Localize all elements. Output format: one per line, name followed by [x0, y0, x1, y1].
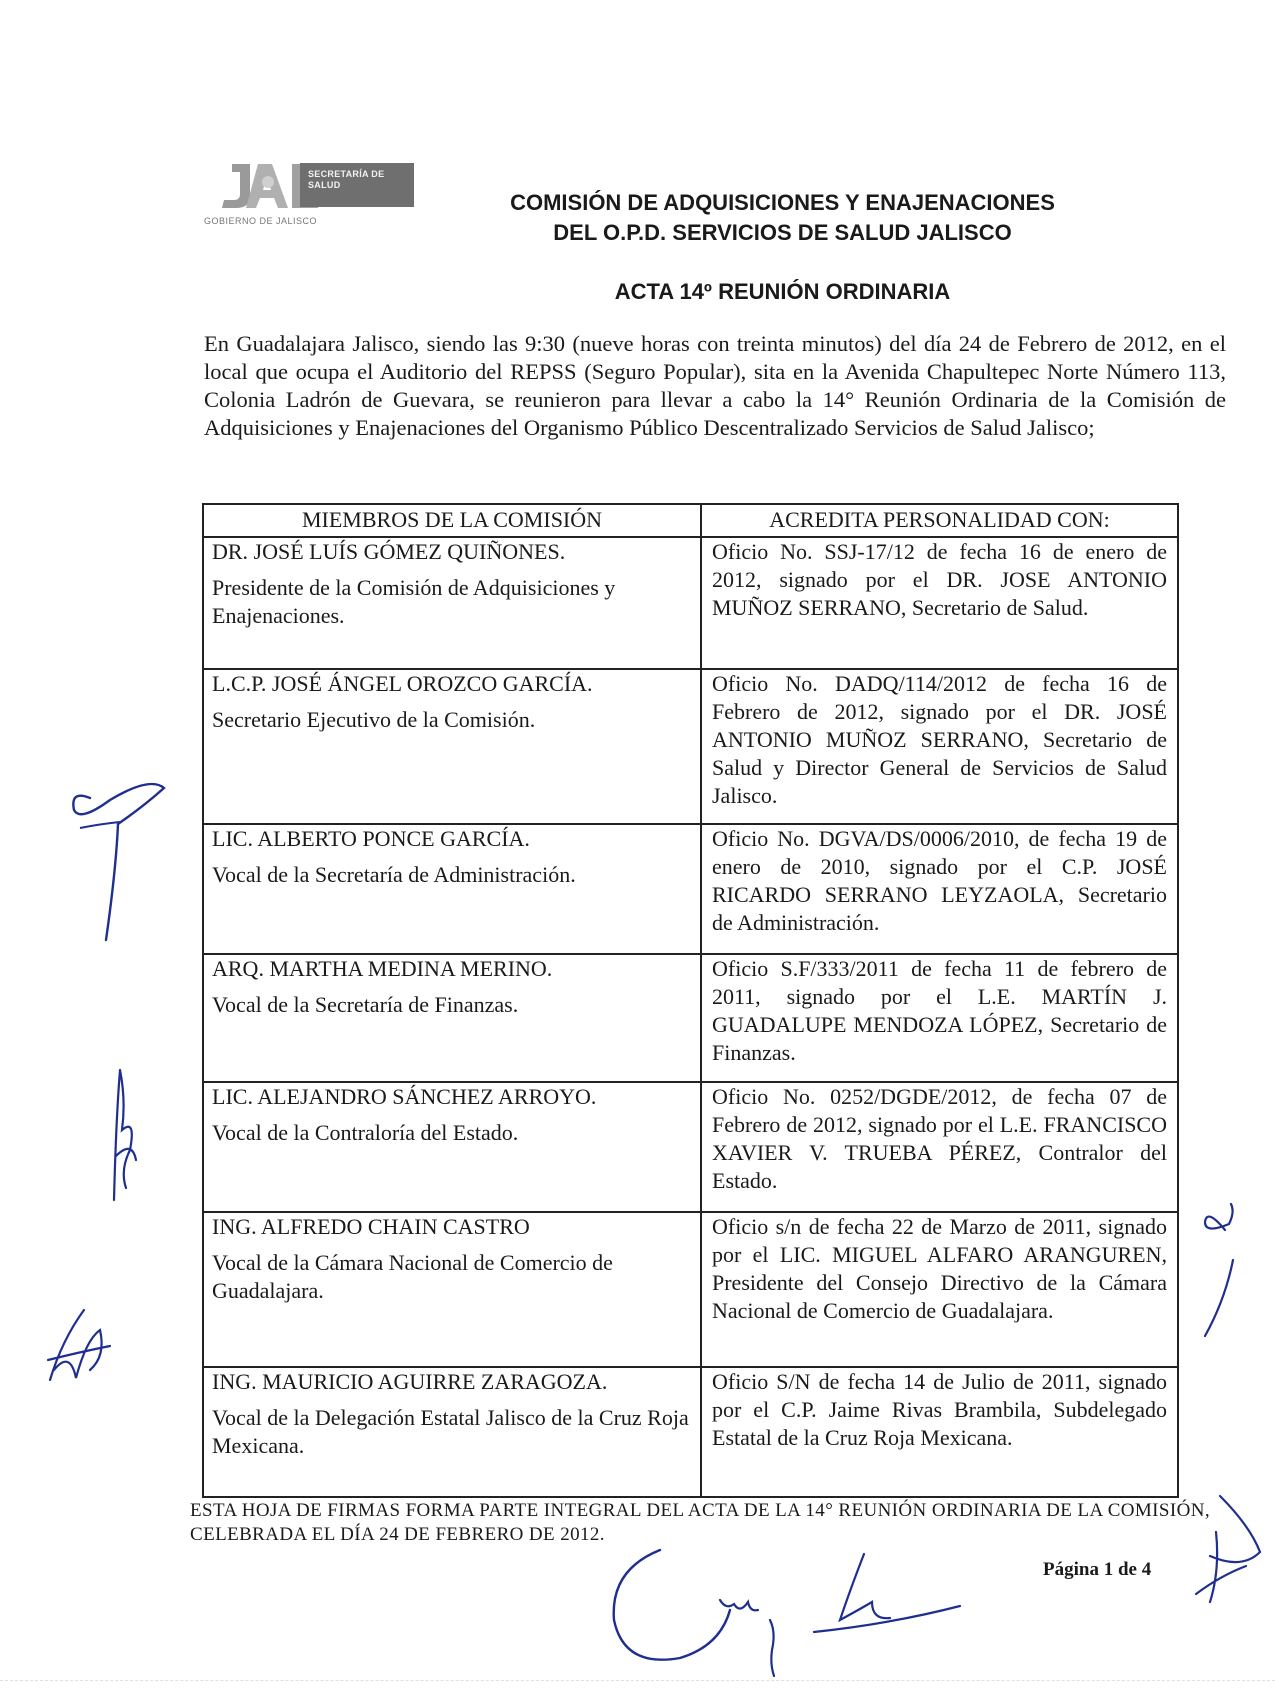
commission-title-line-2: DEL O.P.D. SERVICIOS DE SALUD JALISCO	[553, 220, 1012, 245]
signature-sheet-note: ESTA HOJA DE FIRMAS FORMA PARTE INTEGRAL DEL ACTA DE LA 14° REUNIÓN ORDINARIA DE LA COMISIÓN, CELEBRADA EL DÍA 24 DE FEBRERO DE 2012.	[190, 1500, 1210, 1545]
member-cell	[203, 824, 701, 954]
table-row	[203, 669, 1178, 824]
member-cell	[203, 537, 701, 669]
table-row	[203, 1212, 1178, 1367]
accreditation-cell: Oficio S/N de fecha 14 de Julio de 2011, signado por el C.P. Jaime Rivas Brambila, Subdelegado Estatal de la Cruz Roja Mexicana.	[701, 1367, 1178, 1497]
member-role: Vocal de la Secretaría de Finanzas.	[212, 992, 519, 1017]
member-name: LIC. ALBERTO PONCE GARCÍA.	[212, 826, 530, 851]
members-table	[202, 503, 1179, 1498]
accreditation-cell: Oficio No. SSJ-17/12 de fecha 16 de enero de 2012, signado por el DR. JOSE ANTONIO MUÑOZ SERRANO, Secretario de Salud.	[701, 537, 1178, 669]
page-number: Página 1 de 4	[1043, 1559, 1152, 1580]
member-role: Vocal de la Cámara Nacional de Comercio de Guadalajara.	[212, 1250, 613, 1303]
logo-subtitle: GOBIERNO DE JALISCO	[204, 216, 318, 226]
table-header-row	[203, 504, 1178, 537]
accreditation-cell: Oficio No. DADQ/114/2012 de fecha 16 de Febrero de 2012, signado por el DR. JOSÉ ANTONIO MUÑOZ SERRANO, Secretario de Salud y Director General de Servicios de Salud Jalisco.	[701, 669, 1178, 824]
table-row	[203, 537, 1178, 669]
signature-initial-2	[96, 1060, 156, 1210]
table-row	[203, 824, 1178, 954]
signature-initial-3	[40, 1300, 120, 1390]
member-name: L.C.P. JOSÉ ÁNGEL OROZCO GARCÍA.	[212, 671, 593, 696]
member-role: Secretario Ejecutivo de la Comisión.	[212, 707, 536, 732]
member-name: LIC. ALEJANDRO SÁNCHEZ ARROYO.	[212, 1084, 597, 1109]
logo-line-1: SECRETARÍA DE	[308, 169, 385, 179]
header-members: MIEMBROS DE LA COMISIÓN	[203, 504, 701, 537]
acta-title: ACTA 14º REUNIÓN ORDINARIA	[614, 279, 951, 304]
member-name: ARQ. MARTHA MEDINA MERINO.	[212, 956, 553, 981]
member-cell	[203, 669, 701, 824]
accreditation-cell: Oficio No. 0252/DGDE/2012, de fecha 07 de Febrero de 2012, signado por el L.E. FRANCISCO XAVIER V. TRUEBA PÉREZ, Contralor del Estado.	[701, 1082, 1178, 1212]
member-cell	[203, 1367, 701, 1497]
table-row	[203, 954, 1178, 1082]
member-name: DR. JOSÉ LUÍS GÓMEZ QUIÑONES.	[212, 539, 566, 564]
accreditation-cell: Oficio No. DGVA/DS/0006/2010, de fecha 19 de enero de 2010, signado por el C.P. JOSÉ RICARDO SERRANO LEYZAOLA, Secretario de Administración.	[701, 824, 1178, 954]
signature-initial-1	[60, 780, 170, 950]
member-role: Vocal de la Delegación Estatal Jalisco de la Cruz Roja Mexicana.	[212, 1405, 689, 1458]
signature-initial-5	[1180, 1490, 1270, 1610]
table-row	[203, 1082, 1178, 1212]
intro-paragraph: En Guadalajara Jalisco, siendo las 9:30 (nueve horas con treinta minutos) del día 24 de Febrero de 2012, en el local que ocupa el Auditorio del REPSS (Seguro Popular), sita en la Avenida Chapultepec Norte Número 113, Colonia Ladrón de Guevara, se reunieron para llevar a cabo la 14° Reunión Ordinaria de la Comisión de Adquisiciones y Enajenaciones del Organismo Público Descentralizado Servicios de Salud Jalisco;	[204, 331, 1226, 440]
logo-text	[308, 169, 384, 191]
logo-line-2: SALUD	[308, 180, 341, 190]
signature-initial-4	[1195, 1200, 1255, 1340]
member-cell	[203, 1082, 701, 1212]
member-name: ING. ALFREDO CHAIN CASTRO	[212, 1214, 530, 1239]
scan-edge-line	[0, 1680, 1275, 1681]
member-name: ING. MAURICIO AGUIRRE ZARAGOZA.	[212, 1369, 608, 1394]
header-accredits: ACREDITA PERSONALIDAD CON:	[701, 504, 1178, 537]
bottom-signatures	[600, 1540, 1020, 1690]
table-row	[203, 1367, 1178, 1497]
member-role: Presidente de la Comisión de Adquisiciones y Enajenaciones.	[212, 575, 616, 628]
accreditation-cell: Oficio S.F/333/2011 de fecha 11 de febrero de 2011, signado por el L.E. MARTÍN J. GUADALUPE MENDOZA LÓPEZ, Secretario de Finanzas.	[701, 954, 1178, 1082]
member-role: Vocal de la Secretaría de Administración.	[212, 862, 576, 887]
member-cell	[203, 954, 701, 1082]
member-cell	[203, 1212, 701, 1367]
commission-title-line-1: COMISIÓN DE ADQUISICIONES Y ENAJENACIONES	[510, 190, 1055, 215]
accreditation-cell: Oficio s/n de fecha 22 de Marzo de 2011, signado por el LIC. MIGUEL ALFARO ARANGUREN, Presidente del Consejo Directivo de la Cámara Nacional de Comercio de Guadalajara.	[701, 1212, 1178, 1367]
government-logo	[204, 160, 414, 232]
member-role: Vocal de la Contraloría del Estado.	[212, 1120, 519, 1145]
